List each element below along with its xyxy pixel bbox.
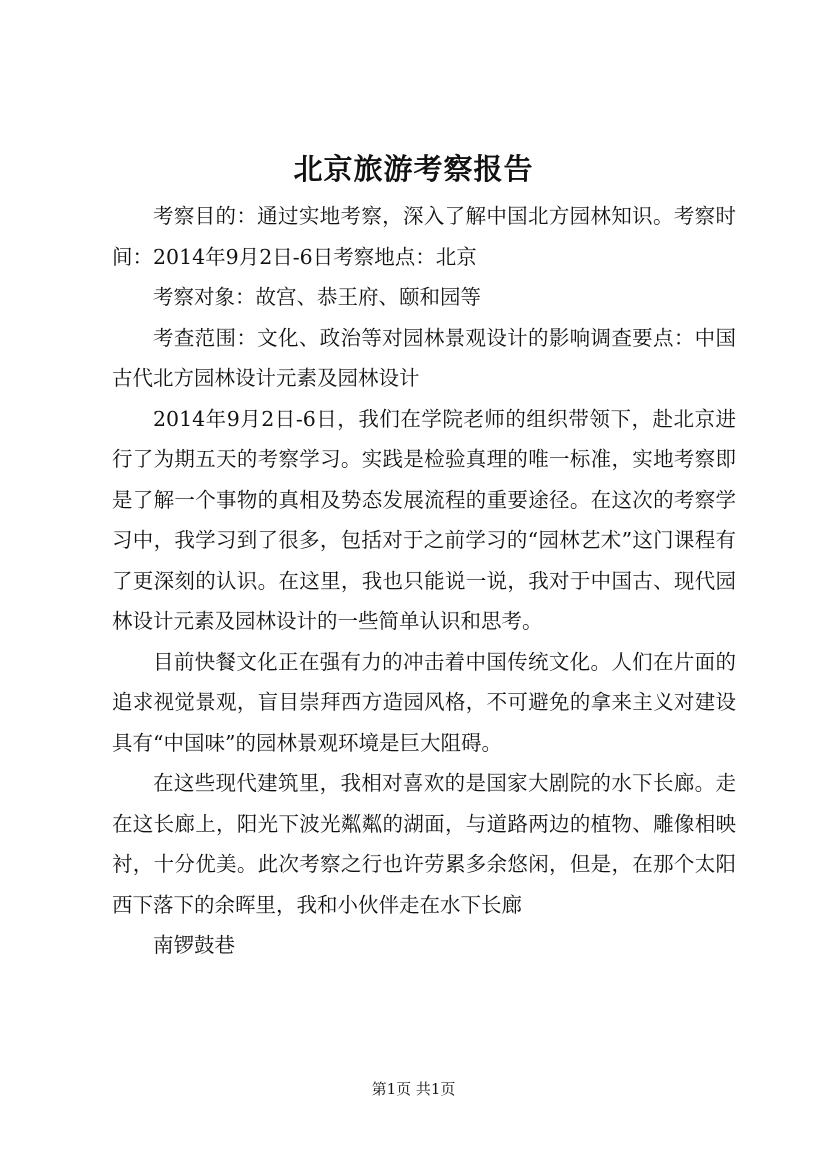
paragraph-intro: 2014年9月2日-6日，我们在学院老师的组织带领下，赴北京进行了为期五天的考察学习。实践是检验真理的唯一标准，实地考察即是了解一个事物的真相及势态发展流程的重要途径。在这次的考察学习中，我学习到了很多，包括对于之前学习的“园林艺术”这门课程有了更深刻的认识。在这里，我也只能说一说，我对于中国古、现代园林设计元素及园林设计的一些简单认识和思考。 [112, 406, 736, 633]
paragraph-purpose: 考察目的：通过实地考察，深入了解中国北方园林知识。考察时间：2014年9月2日-6日考察地点：北京 [112, 204, 736, 269]
document-body [112, 196, 736, 966]
document-title: 北京旅游考察报告 [293, 152, 534, 186]
page-footer: 第1页 共1页 [371, 1080, 456, 1098]
paragraph-scope: 考查范围：文化、政治等对园林景观设计的影响调查要点：中国古代北方园林设计元素及园林设计 [112, 325, 736, 390]
paragraph-nanluoguxiang: 南锣鼓巷 [153, 933, 235, 957]
paragraph-modern-architecture: 在这些现代建筑里，我相对喜欢的是国家大剧院的水下长廊。走在这长廊上，阳光下波光粼粼的湖面，与道路两边的植物、雕像相映衬，十分优美。此次考察之行也许劳累多余悠闲，但是，在那个太阳西下落下的余晖里，我和小伙伴走在水下长廊 [112, 771, 736, 917]
paragraph-fastfood-culture: 目前快餐文化正在强有力的冲击着中国传统文化。人们在片面的追求视觉景观，盲目崇拜西方造园风格，不可避免的拿来主义对建设具有“中国味”的园林景观环境是巨大阻碍。 [112, 649, 736, 755]
paragraph-objects: 考察对象：故宫、恭王府、颐和园等 [153, 285, 481, 309]
